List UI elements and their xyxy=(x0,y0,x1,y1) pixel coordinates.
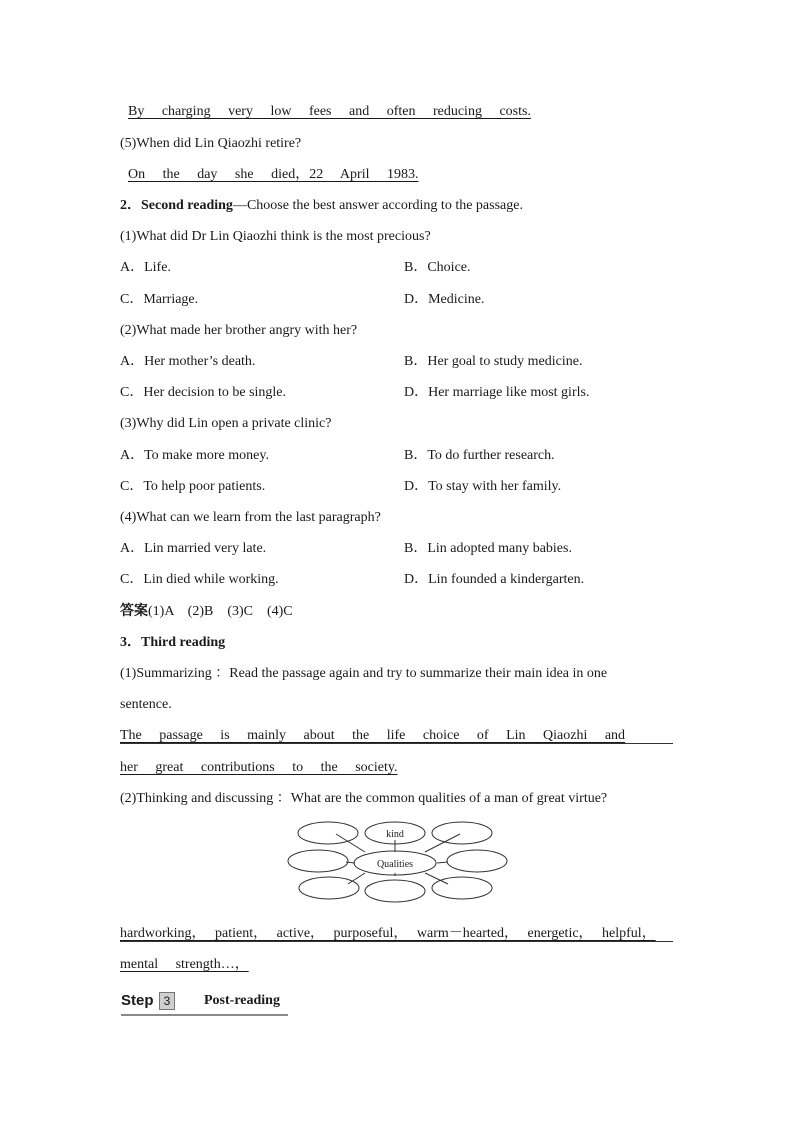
question-5: (5)When did Lin Qiaozhi retire? xyxy=(120,136,302,151)
step-number-badge: 3 xyxy=(159,992,175,1010)
qualities-answer-line-1: hardworking， patient， active， purposeful， warm－hearted， energetic， helpful， xyxy=(120,926,656,941)
mcq-2-option-a: A．Her mother’s death. xyxy=(120,354,256,369)
mcq-3-option-b: B．To do further research. xyxy=(404,448,555,463)
summary-answer-line-1: The passage is mainly about the life choice of Lin Qiaozhi and xyxy=(120,728,626,743)
mcq-2-option-b: B．Her goal to study medicine. xyxy=(404,354,583,369)
mcq-question-2: (2)What made her brother angry with her? xyxy=(120,323,358,338)
answer-key xyxy=(120,603,293,621)
heading-number: 2． xyxy=(120,198,141,213)
answer-key-label: 答案 xyxy=(120,604,148,619)
heading-rest: —Choose the best answer according to the passage. xyxy=(232,198,523,213)
mcq-1-option-d: D．Medicine. xyxy=(404,292,485,307)
mind-map-kind-label: kind xyxy=(386,829,404,840)
answer-key-text: (1)A (2)B (3)C (4)C xyxy=(148,604,293,619)
step-3-header xyxy=(121,990,288,1016)
thinking-prompt: (2)Thinking and discussing ：What are the common qualities of a man of great virtue? xyxy=(120,791,608,806)
qualities-answer-line-2: mental strength…， xyxy=(120,957,249,972)
answer-4: By charging very low fees and often reducing costs. xyxy=(128,104,531,119)
mcq-4-option-b: B．Lin adopted many babies. xyxy=(404,541,572,556)
mcq-4-option-c: C．Lin died while working. xyxy=(120,572,279,587)
mcq-2-option-d: D．Her marriage like most girls. xyxy=(404,385,590,400)
mcq-1-option-b: B．Choice. xyxy=(404,260,471,275)
mind-map-center-label: Qualities xyxy=(376,859,414,870)
mcq-2-option-c: C．Her decision to be single. xyxy=(120,385,287,400)
mcq-question-1: (1)What did Dr Lin Qiaozhi think is the most precious? xyxy=(120,229,431,244)
step-title: Post-reading xyxy=(204,993,280,1008)
mcq-1-option-c: C．Marriage. xyxy=(120,292,199,307)
answer-rule-1 xyxy=(120,743,673,744)
third-reading-heading: 3．Third reading xyxy=(120,635,226,650)
blank-bubble xyxy=(432,877,492,899)
mcq-3-option-c: C．To help poor patients. xyxy=(120,479,266,494)
answer-5: On the day she died，22 April 1983. xyxy=(128,167,419,182)
heading-bold: Second reading xyxy=(141,198,233,213)
mcq-4-option-d: D．Lin founded a kindergarten. xyxy=(404,572,585,587)
blank-bubble xyxy=(432,822,492,844)
mcq-4-option-a: A．Lin married very late. xyxy=(120,541,267,556)
blank-bubble xyxy=(299,877,359,899)
qualities-mind-map xyxy=(286,820,516,914)
blank-bubble xyxy=(288,850,348,872)
summarizing-prompt-line-1: (1)Summarizing ：Read the passage again and try to summarize their main idea in one xyxy=(120,666,608,681)
blank-bubble xyxy=(365,880,425,902)
mcq-1-option-a: A．Life. xyxy=(120,260,171,275)
blank-bubble xyxy=(447,850,507,872)
blank-bubble xyxy=(298,822,358,844)
step-word: Step xyxy=(121,992,154,1009)
answer-rule-2 xyxy=(120,941,673,942)
mcq-question-4: (4)What can we learn from the last paragraph? xyxy=(120,510,381,525)
second-reading-heading xyxy=(120,197,523,215)
mcq-3-option-d: D．To stay with her family. xyxy=(404,479,562,494)
mcq-question-3: (3)Why did Lin open a private clinic? xyxy=(120,416,332,431)
mcq-3-option-a: A．To make more money. xyxy=(120,448,269,463)
summary-answer-line-2: her great contributions to the society. xyxy=(120,760,398,775)
summarizing-prompt-line-2: sentence. xyxy=(120,697,172,712)
